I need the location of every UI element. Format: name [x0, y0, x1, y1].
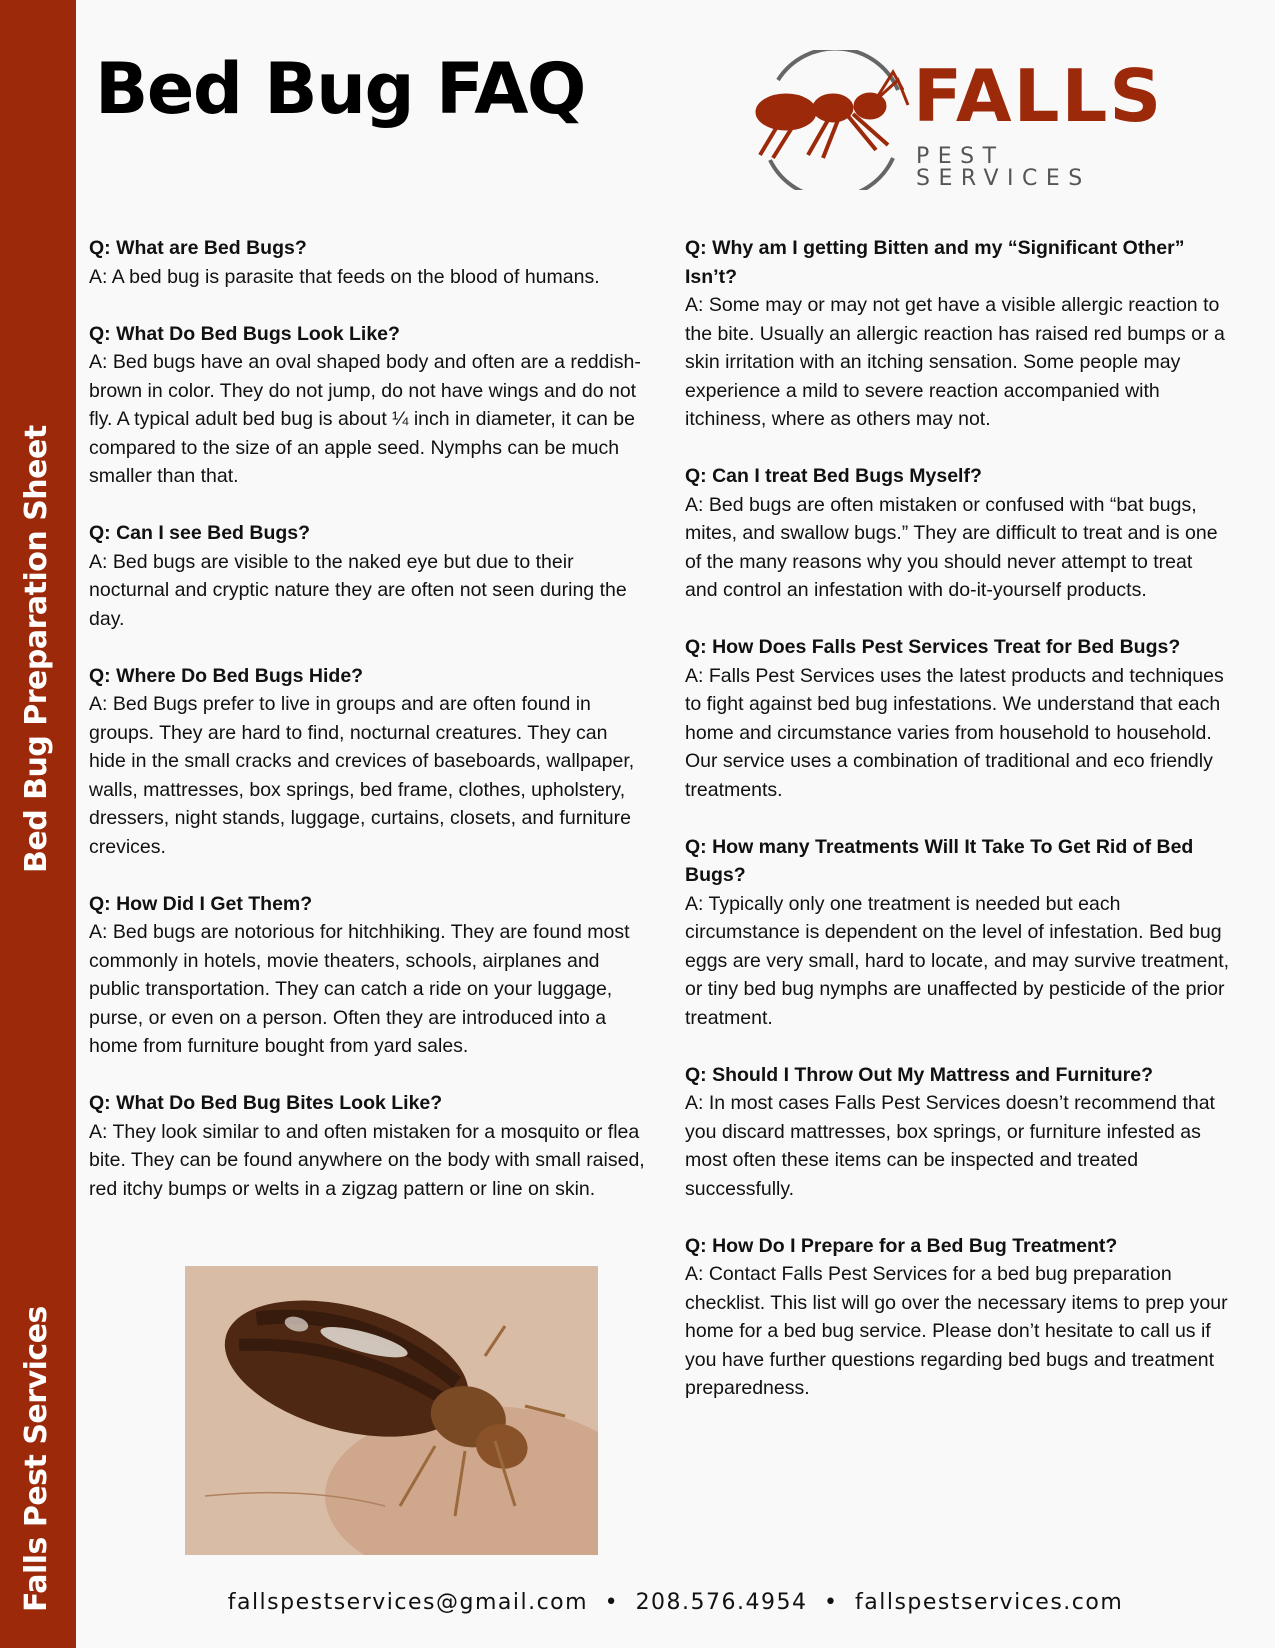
- sidebar-company: Falls Pest Services: [19, 1306, 54, 1612]
- faq-question: Q: How Did I Get Them?: [89, 892, 313, 915]
- faq-item: [685, 833, 1230, 1033]
- faq-left-column: [89, 234, 649, 1232]
- bed-bug-illustration: [185, 1266, 598, 1555]
- faq-question: Q: How Does Falls Pest Services Treat for Bed Bugs?: [685, 636, 1181, 658]
- faq-answer: A: A bed bug is parasite that feeds on the blood of humans.: [89, 265, 600, 288]
- faq-question: Q: Can I see Bed Bugs?: [89, 522, 311, 544]
- footer-email[interactable]: fallspestservices@gmail.com: [227, 1590, 589, 1615]
- faq-answer: A: Falls Pest Services uses the latest products and techniques to fight against bed bug infestations. We understand that each home and circumstance varies from household to household. Our service uses a combination of traditional and eco friendly treatments.: [685, 664, 1224, 801]
- company-logo: [748, 50, 1188, 190]
- faq-question: Q: Can I treat Bed Bugs Myself?: [685, 465, 982, 487]
- faq-answer: A: Bed bugs are notorious for hitchhiking. They are found most commonly in hotels, movie theaters, schools, airplanes and public transportation. They can catch a ride on your luggage, purse, or even on a person. Often they are introduced into a home from furniture bought from yard sales.: [89, 921, 630, 1057]
- faq-item: [89, 320, 649, 491]
- faq-item: [89, 519, 649, 633]
- page-title: Bed Bug FAQ: [95, 48, 585, 130]
- footer-separator: •: [824, 1590, 839, 1615]
- faq-answer: A: Some may or may not get have a visible allergic reaction to the bite. Usually an allergic reaction has raised red bumps or a skin irritation with an itching sensation. Some people may experience a mild to severe reaction accompanied with itchiness, where as others may not.: [685, 294, 1225, 430]
- faq-item: [685, 633, 1230, 804]
- faq-item: [685, 1232, 1230, 1403]
- faq-item: [685, 234, 1230, 434]
- faq-question: Q: What Do Bed Bugs Look Like?: [89, 322, 400, 345]
- sidebar-title: Bed Bug Preparation Sheet: [19, 425, 54, 873]
- footer-website[interactable]: fallspestservices.com: [855, 1590, 1124, 1615]
- sidebar-band: [0, 0, 76, 1648]
- faq-answer: A: In most cases Falls Pest Services doesn’t recommend that you discard mattresses, box springs, or furniture infested as most often these items can be inspected and treated successfully.: [685, 1092, 1215, 1200]
- faq-item: [685, 462, 1230, 605]
- contact-footer: [0, 1590, 1275, 1615]
- faq-question: Q: Should I Throw Out My Mattress and Furniture?: [685, 1063, 1153, 1086]
- faq-item: [89, 234, 649, 291]
- faq-answer: A: Bed bugs have an oval shaped body and often are a reddish-brown in color. They do not jump, do not have wings and do not fly. A typical adult bed bug is about ¼ inch in diameter, it can be compared to the size of an apple seed. Nymphs can be much smaller than that.: [89, 351, 641, 487]
- logo-brand: FALLS: [913, 54, 1164, 138]
- ant-icon: [748, 50, 913, 190]
- footer-separator: •: [604, 1590, 620, 1615]
- faq-question: Q: How many Treatments Will It Take To Get Rid of Bed Bugs?: [685, 835, 1194, 886]
- faq-answer: A: Bed bugs are often mistaken or confused with “bat bugs, mites, and swallow bugs.” They are difficult to treat and is one of the many reasons why you should never attempt to treat and control an infestation with do-it-yourself products.: [685, 493, 1218, 601]
- bed-bug-photo: [185, 1266, 598, 1555]
- faq-item: [89, 1089, 649, 1203]
- faq-answer: A: Bed bugs are visible to the naked eye but due to their nocturnal and cryptic nature they are often not seen during the day.: [89, 550, 627, 630]
- faq-question: Q: How Do I Prepare for a Bed Bug Treatment?: [685, 1234, 1118, 1257]
- faq-answer: A: They look similar to and often mistaken for a mosquito or flea bite. They can be found anywhere on the body with small raised, red itchy bumps or welts in a zigzag pattern or line on skin.: [89, 1120, 645, 1200]
- faq-question: Q: What Do Bed Bug Bites Look Like?: [89, 1092, 443, 1114]
- faq-item: [89, 662, 649, 862]
- faq-question: Q: Why am I getting Bitten and my “Significant Other” Isn’t?: [685, 237, 1185, 288]
- faq-item: [89, 890, 649, 1061]
- faq-answer: A: Typically only one treatment is needed but each circumstance is dependent on the level of infestation. Bed bug eggs are very small, hard to locate, and may survive treatment, or tiny bed bug nymphs are unaffected by pesticide of the prior treatment.: [685, 892, 1230, 1029]
- faq-answer: A: Contact Falls Pest Services for a bed bug preparation checklist. This list will go over the necessary items to prep your home for a bed bug service. Please don’t hesitate to call us if you have further questions regarding bed bugs and treatment preparedness.: [685, 1263, 1228, 1399]
- faq-question: Q: Where Do Bed Bugs Hide?: [89, 664, 364, 687]
- logo-tagline: PEST SERVICES: [916, 144, 1091, 191]
- faq-item: [685, 1061, 1230, 1204]
- faq-question: Q: What are Bed Bugs?: [89, 237, 307, 259]
- faq-right-column: [685, 234, 1230, 1431]
- footer-phone[interactable]: 208.576.4954: [635, 1590, 808, 1615]
- faq-answer: A: Bed Bugs prefer to live in groups and are often found in groups. They are hard to find, nocturnal creatures. They can hide in the small cracks and crevices of baseboards, wallpaper, walls, mattresses, box springs, bed frame, clothes, upholstery, dressers, night stands, luggage, curtains, closets, and furniture crevices.: [89, 693, 635, 858]
